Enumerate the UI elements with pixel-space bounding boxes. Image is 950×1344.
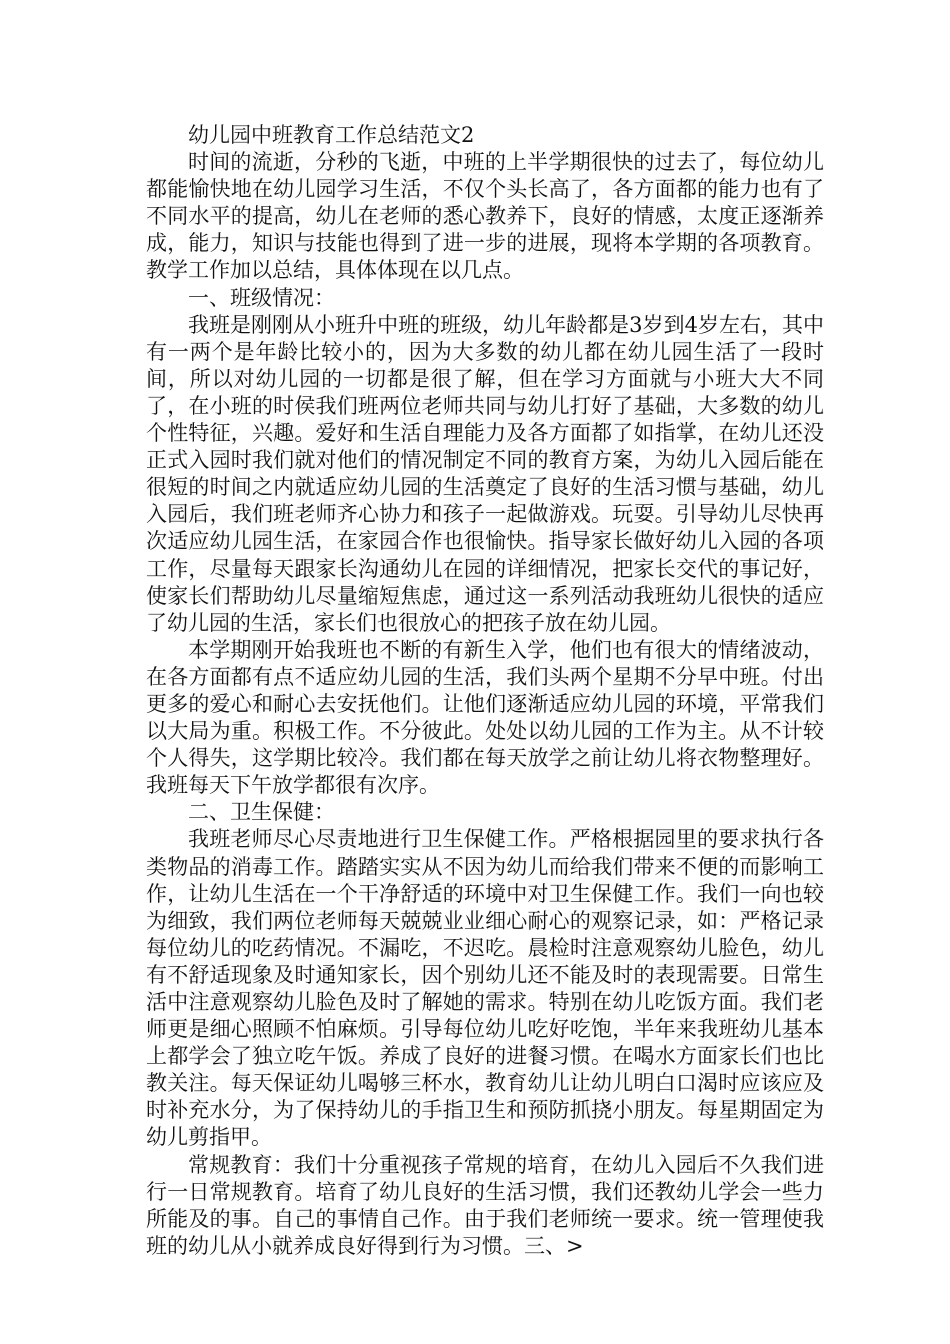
document-title: 幼儿园中班教育工作总结范文2 [188, 123, 475, 147]
section-heading-class-situation: 一、班级情况： [188, 285, 335, 310]
section-heading-health-care: 二、卫生保健： [188, 800, 335, 825]
health-care-paragraph: 我班老师尽心尽责地进行卫生保健工作。严格根据园里的要求执行各类物品的消毒工作。踏踏实实从不因为幼儿而给我们带来不便的而影响工作，让幼儿生活在一个干净舒适的环境中对卫生保健工作。我们一向也较为细致，我们两位老师每天兢兢业业细心耐心的观察记录，如：严格记录每位幼儿的吃药情况。不漏吃，不迟吃。晨检时注意观察幼儿脸色，幼儿有不舒适现象及时通知家长，因个别幼儿还不能及时的表现需要。日常生活中注意观察幼儿脸色及时了解她的需求。特别在幼儿吃饭方面。我们老师更是细心照顾不怕麻烦。引导每位幼儿吃好吃饱，半年来我班幼儿基本上都学会了独立吃午饭。养成了良好的进餐习惯。在喝水方面家长们也比教关注。每天保证幼儿喝够三杯水，教育幼儿让幼儿明白口渴时应该应及时补充水分，为了保持幼儿的手指卫生和预防抓挠小朋友。每星期固定为幼儿剪指甲。 [146, 827, 824, 1150]
routine-education-paragraph: 常规教育：我们十分重视孩子常规的培育，在幼儿入园后不久我们进行一日常规教育。培育了幼儿良好的生活习惯，我们还教幼儿学会一些力所能及的事。自己的事情自己作。由于我们老师统一要求。统一管理使我班的幼儿从小就养成良好得到行为习惯。三、> [146, 1152, 824, 1258]
new-students-paragraph: 本学期刚开始我班也不断的有新生入学，他们也有很大的情绪波动，在各方面都有点不适应幼儿园的生活，我们头两个星期不分早中班。付出更多的爱心和耐心去安抚他们。让他们逐渐适应幼儿园的环境，平常我们以大局为重。积极工作。不分彼此。处处以幼儿园的工作为主。从不计较个人得失，这学期比较冷。我们都在每天放学之前让幼儿将衣物整理好。我班每天下午放学都很有次序。 [146, 637, 824, 798]
class-situation-paragraph: 我班是刚刚从小班升中班的班级，幼儿年龄都是3岁到4岁左右，其中有一两个是年龄比较小的，因为大多数的幼儿都在幼儿园生活了一段时间，所以对幼儿园的一切都是很了解，但在学习方面就与小班大大不同了，在小班的时侯我们班两位老师共同与幼儿打好了基础，大多数的幼儿个性特征，兴趣。爱好和生活自理能力及各方面都了如指掌，在幼儿还没正式入园时我们就对他们的情况制定不同的教育方案，为幼儿入园后能在很短的时间之内就适应幼儿园的生活奠定了良好的生活习惯与基础，幼儿入园后，我们班老师齐心协力和孩子一起做游戏。玩耍。引导幼儿尽快再次适应幼儿园生活，在家园合作也很愉快。指导家长做好幼儿入园的各项工作，尽量每天跟家长沟通幼儿在园的详细情况，把家长交代的事记好，使家长们帮助幼儿尽量缩短焦虑，通过这一系列活动我班幼儿很快的适应了幼儿园的生活，家长们也很放心的把孩子放在幼儿园。 [146, 312, 824, 635]
intro-paragraph: 时间的流逝，分秒的飞逝，中班的上半学期很快的过去了，每位幼儿都能愉快地在幼儿园学习生活，不仅个头长高了，各方面都的能力也有了不同水平的提高，幼儿在老师的悉心教养下，良好的情感，太度正逐渐养成，能力，知识与技能也得到了进一步的进展，现将本学期的各项教育。教学工作加以总结，具体体现在以几点。 [146, 150, 824, 283]
document-body [146, 122, 824, 1260]
